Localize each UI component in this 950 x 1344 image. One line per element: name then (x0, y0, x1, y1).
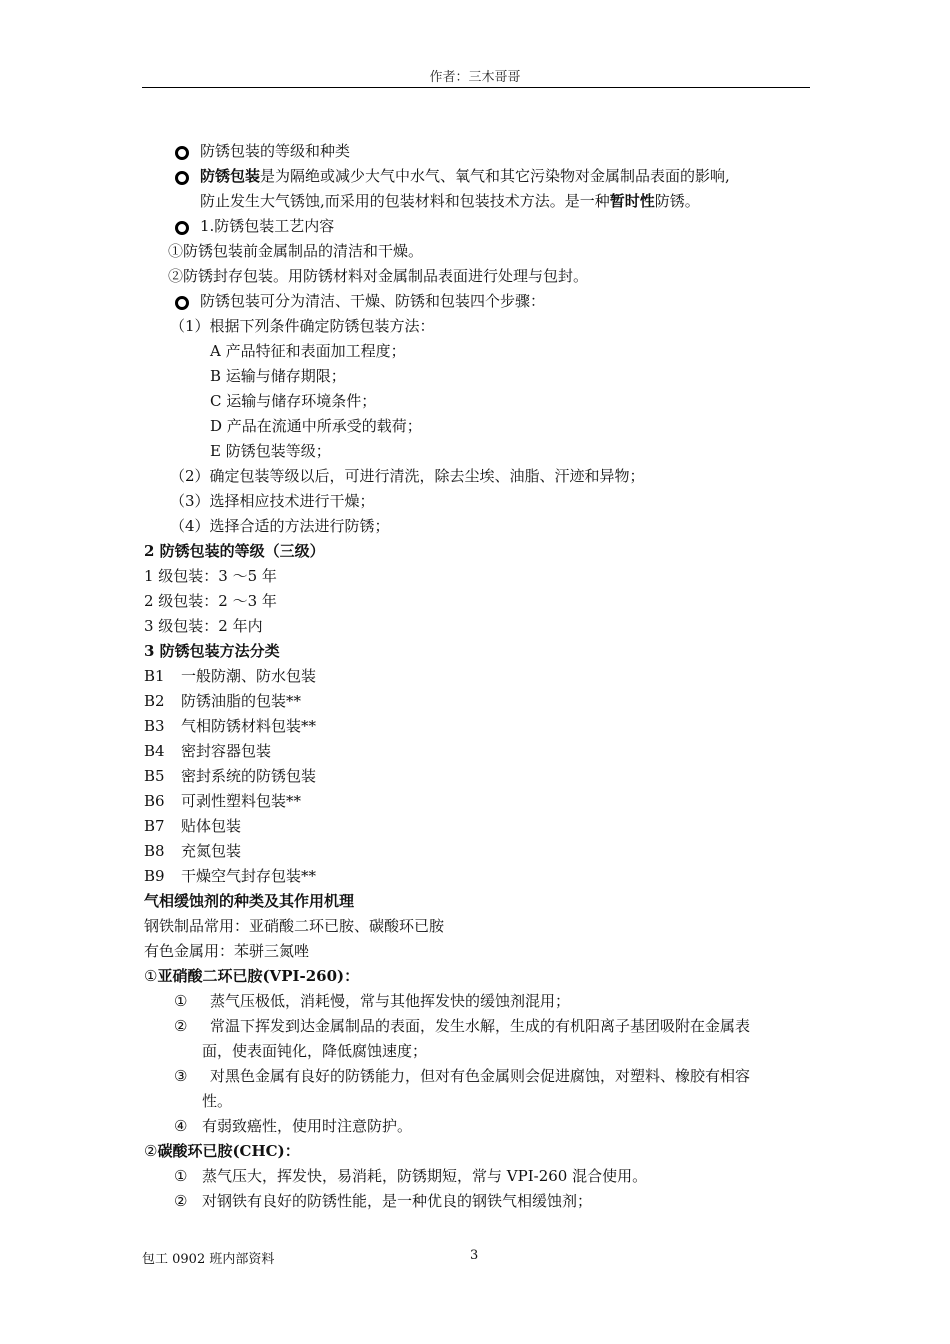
grade-item: 2 级包装：2 ～3 年 (144, 592, 277, 610)
page-number: 3 (470, 1248, 479, 1263)
method-code: B5 (144, 767, 165, 785)
method-code: B2 (144, 692, 165, 710)
item-text: 性。 (202, 1092, 233, 1110)
item-text: 对黑色金属有良好的防锈能力，但对有色金属则会促进腐蚀，对塑料、橡胶有相容 (210, 1067, 751, 1085)
condition-item: E 防锈包装等级； (210, 442, 331, 460)
condition-item: A 产品特征和表面加工程度； (210, 342, 406, 360)
body-text: 有色金属用：苯骈三氮唑 (144, 942, 310, 960)
step-item: （4）选择合适的方法进行防锈； (170, 517, 390, 535)
bullet-text: 防锈包装的等级和种类 (200, 142, 351, 160)
method-code: B6 (144, 792, 165, 810)
item-number: ① (174, 992, 188, 1010)
grade-item: 3 级包装：2 年内 (144, 617, 263, 635)
method-label: 气相防锈材料包装** (181, 717, 317, 735)
method-label: 干燥空气封存包装** (181, 867, 317, 885)
bullet-icon (175, 221, 189, 235)
subsection-title: 碳酸环已胺(CHC)： (157, 1142, 300, 1160)
item-text: 有弱致癌性，使用时注意防护。 (202, 1117, 413, 1135)
step-item: （2）确定包装等级以后，可进行清洗，除去尘埃、油脂、汗迹和异物； (170, 467, 645, 485)
method-code: B7 (144, 817, 165, 835)
section-heading: 2 防锈包装的等级（三级） (144, 542, 325, 560)
subsection-heading (144, 1141, 300, 1161)
step-item: （3）选择相应技术进行干燥； (170, 492, 375, 510)
subsection-title: 亚硝酸二环已胺(VPI-260)： (157, 967, 360, 985)
condition-item: D 产品在流通中所承受的载荷； (210, 417, 422, 435)
definition-continuation (200, 191, 700, 211)
definition-text: 防锈。 (654, 192, 700, 210)
term-bold: 暂时性 (609, 192, 655, 210)
process-item: ①防锈包装前金属制品的清洁和干燥。 (168, 242, 424, 260)
author-line: 作者：三木哥哥 (429, 70, 521, 85)
bullet-icon (175, 171, 189, 185)
item-text: 面，使表面钝化，降低腐蚀速度； (202, 1042, 428, 1060)
item-text: 蒸气压大，挥发快，易消耗，防锈期短，常与 VPI-260 混合使用。 (202, 1167, 648, 1185)
process-item: ②防锈封存包装。用防锈材料对金属制品表面进行处理与包封。 (168, 267, 589, 285)
term-bold: 防锈包装 (200, 167, 261, 185)
method-label: 密封容器包装 (181, 742, 272, 760)
item-number: ① (174, 1167, 188, 1185)
step-item: （1）根据下列条件确定防锈包装方法： (170, 317, 435, 335)
item-text: 蒸气压极低，消耗慢，常与其他挥发快的缓蚀剂混用； (210, 992, 571, 1010)
method-code: B3 (144, 717, 165, 735)
footer-text: 包工 0902 班内部资料 (142, 1252, 275, 1267)
bullet-icon (175, 146, 189, 160)
circled-number: ② (144, 1142, 158, 1160)
definition-text: 是为隔绝或减少大气中水气、氧气和其它污染物对金属制品表面的影响, (260, 167, 730, 185)
method-label: 一般防潮、防水包装 (181, 667, 317, 685)
method-code: B8 (144, 842, 165, 860)
method-code: B4 (144, 742, 165, 760)
method-label: 可剥性塑料包装** (181, 792, 302, 810)
section-heading: 气相缓蚀剂的种类及其作用机理 (144, 892, 355, 910)
method-code: B1 (144, 667, 165, 685)
item-number: ③ (174, 1067, 188, 1085)
header-divider (142, 87, 810, 88)
grade-item: 1 级包装：3 ～5 年 (144, 567, 277, 585)
condition-item: B 运输与储存期限； (210, 367, 346, 385)
definition-text: 防止发生大气锈蚀,而采用的包装材料和包装技术方法。是一种 (200, 192, 610, 210)
method-code: B9 (144, 867, 165, 885)
bullet-text: 防锈包装可分为清洁、干燥、防锈和包装四个步骤： (200, 292, 546, 310)
body-text: 钢铁制品常用：亚硝酸二环已胺、碳酸环已胺 (144, 917, 445, 935)
bullet-icon (175, 296, 189, 310)
bullet-text: 1.防锈包装工艺内容 (200, 217, 335, 235)
item-text: 对钢铁有良好的防锈性能，是一种优良的钢铁气相缓蚀剂； (202, 1192, 593, 1210)
method-label: 密封系统的防锈包装 (181, 767, 317, 785)
section-heading: 3 防锈包装方法分类 (144, 642, 280, 660)
method-label: 贴体包装 (181, 817, 242, 835)
item-text: 常温下挥发到达金属制品的表面，发生水解，生成的有机阳离子基团吸附在金属表 (210, 1017, 751, 1035)
circled-number: ① (144, 967, 158, 985)
item-number: ② (174, 1192, 188, 1210)
method-label: 充氮包装 (181, 842, 242, 860)
item-number: ② (174, 1017, 188, 1035)
method-label: 防锈油脂的包装** (181, 692, 302, 710)
item-number: ④ (174, 1117, 188, 1135)
condition-item: C 运输与储存环境条件； (210, 392, 377, 410)
subsection-heading (144, 966, 359, 986)
bullet-text (200, 166, 730, 186)
